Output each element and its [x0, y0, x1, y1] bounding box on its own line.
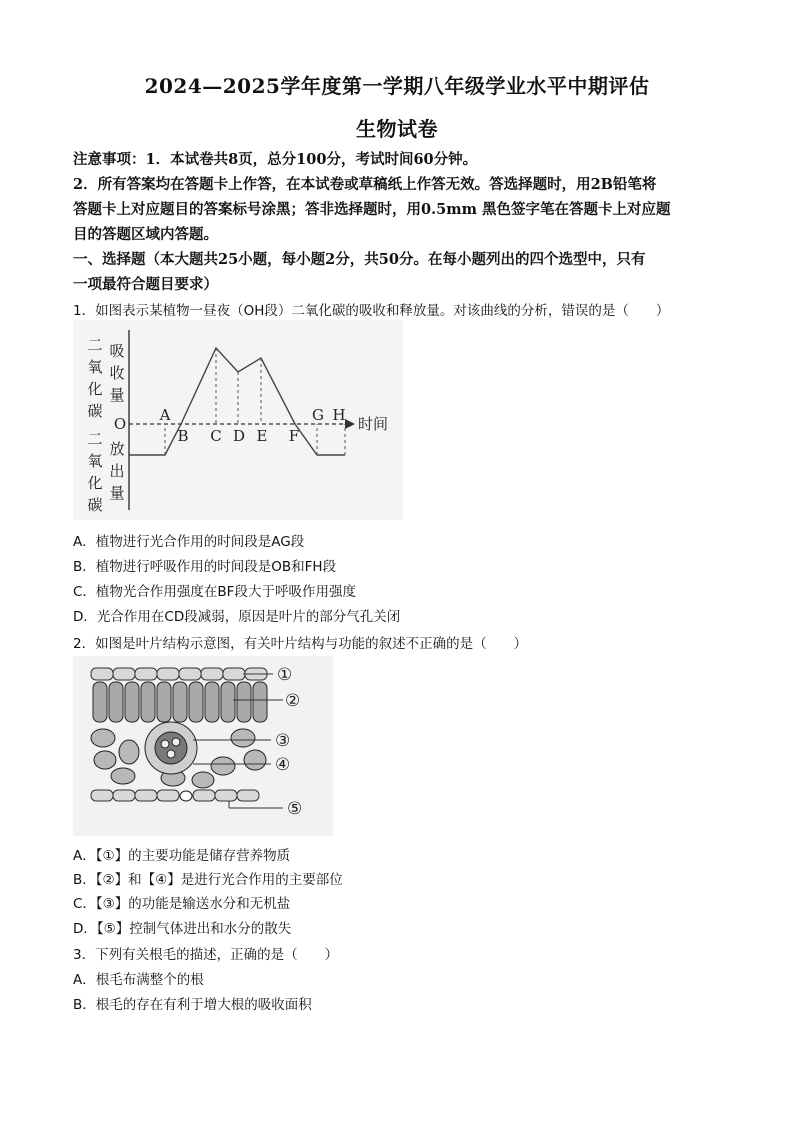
- leaf-label-3: ③: [275, 731, 291, 751]
- y-lower-char-2: 氧: [87, 452, 103, 470]
- point-C-label: C: [210, 427, 222, 445]
- q1-stem: 1．如图表示某植物一昼夜（OH段）二氧化碳的吸收和释放量。对该曲线的分析，错误的是（ ）: [73, 303, 670, 319]
- q1-option-c: C．植物光合作用强度在BF段大于呼吸作用强度: [73, 584, 356, 600]
- leaf-label-4: ④: [275, 755, 291, 775]
- leaf-label-1: ①: [277, 665, 293, 685]
- q3-stem: 3．下列有关根毛的描述，正确的是（ ）: [73, 947, 339, 963]
- point-B-label: B: [177, 427, 189, 445]
- notes-line-1: 注意事项：1．本试卷共8页，总分100分，考试时间60分钟。: [73, 151, 478, 168]
- point-F-label: F: [288, 427, 300, 445]
- y-lower-label-1: 放: [109, 440, 125, 458]
- point-E-label: E: [256, 427, 268, 445]
- q2-option-c: C．【③】的功能是输送水分和无机盐: [73, 896, 291, 912]
- exam-title: 2024—2025学年度第一学期八年级学业水平中期评估: [144, 74, 650, 98]
- q2-option-d: D．【⑤】控制气体进出和水分的散失: [73, 921, 292, 937]
- notes-line-4: 目的答题区域内答题。: [73, 226, 218, 243]
- q1-option-d: D．光合作用在CD段减弱，原因是叶片的部分气孔关闭: [73, 609, 401, 625]
- leaf-label-2: ②: [285, 691, 301, 711]
- section-heading-1: 一、选择题（本大题共25小题，每小题2分，共50分。在每小题列出的四个选型中，只有: [73, 251, 646, 268]
- y-lower-char-3: 化: [87, 474, 103, 492]
- q3-option-b: B．根毛的存在有利于增大根的吸收面积: [73, 997, 312, 1013]
- origin-label: O: [113, 415, 127, 433]
- q2-leaf-structure-figure: [73, 656, 333, 836]
- y-upper-char-2: 氧: [87, 358, 103, 376]
- q2-stem: 2．如图是叶片结构示意图，有关叶片结构与功能的叙述不正确的是（ ）: [73, 636, 528, 652]
- q1-option-a: A．植物进行光合作用的时间段是AG段: [73, 534, 305, 550]
- y-upper-label-1: 吸: [109, 342, 125, 360]
- leaf-label-5: ⑤: [287, 799, 303, 819]
- section-heading-2: 一项最符合题目要求）: [73, 276, 218, 293]
- notes-line-2: 2．所有答案均在答题卡上作答，在本试卷或草稿纸上作答无效。答选择题时，用2B铅笔将: [73, 176, 657, 193]
- q3-option-a: A．根毛布满整个的根: [73, 972, 204, 988]
- q2-option-a: A．【①】的主要功能是储存营养物质: [73, 848, 291, 864]
- q1-option-b: B．植物进行呼吸作用的时间段是OB和FH段: [73, 559, 337, 575]
- exam-subtitle: 生物试卷: [356, 117, 438, 141]
- q1-co2-curve-figure: [73, 320, 403, 520]
- y-lower-char-1: 二: [87, 430, 103, 448]
- point-H-label: H: [332, 406, 346, 424]
- y-lower-char-4: 碳: [87, 496, 103, 514]
- y-lower-label-2: 出: [109, 462, 125, 480]
- y-lower-label-3: 量: [109, 484, 125, 502]
- y-upper-label-2: 收: [109, 364, 125, 382]
- notes-line-3: 答题卡上对应题目的答案标号涂黑；答非选择题时，用0.5mm 黑色签字笔在答题卡上对应题: [73, 201, 671, 218]
- y-upper-char-4: 碳: [87, 402, 103, 420]
- x-axis-label: 时间: [358, 415, 389, 433]
- y-upper-char-1: 二: [87, 336, 103, 354]
- y-upper-label-3: 量: [109, 386, 125, 404]
- q2-option-b: B．【②】和【④】是进行光合作用的主要部位: [73, 872, 343, 888]
- point-G-label: G: [312, 406, 324, 424]
- point-A-label: A: [159, 406, 171, 424]
- point-D-label: D: [232, 427, 246, 445]
- y-upper-char-3: 化: [87, 380, 103, 398]
